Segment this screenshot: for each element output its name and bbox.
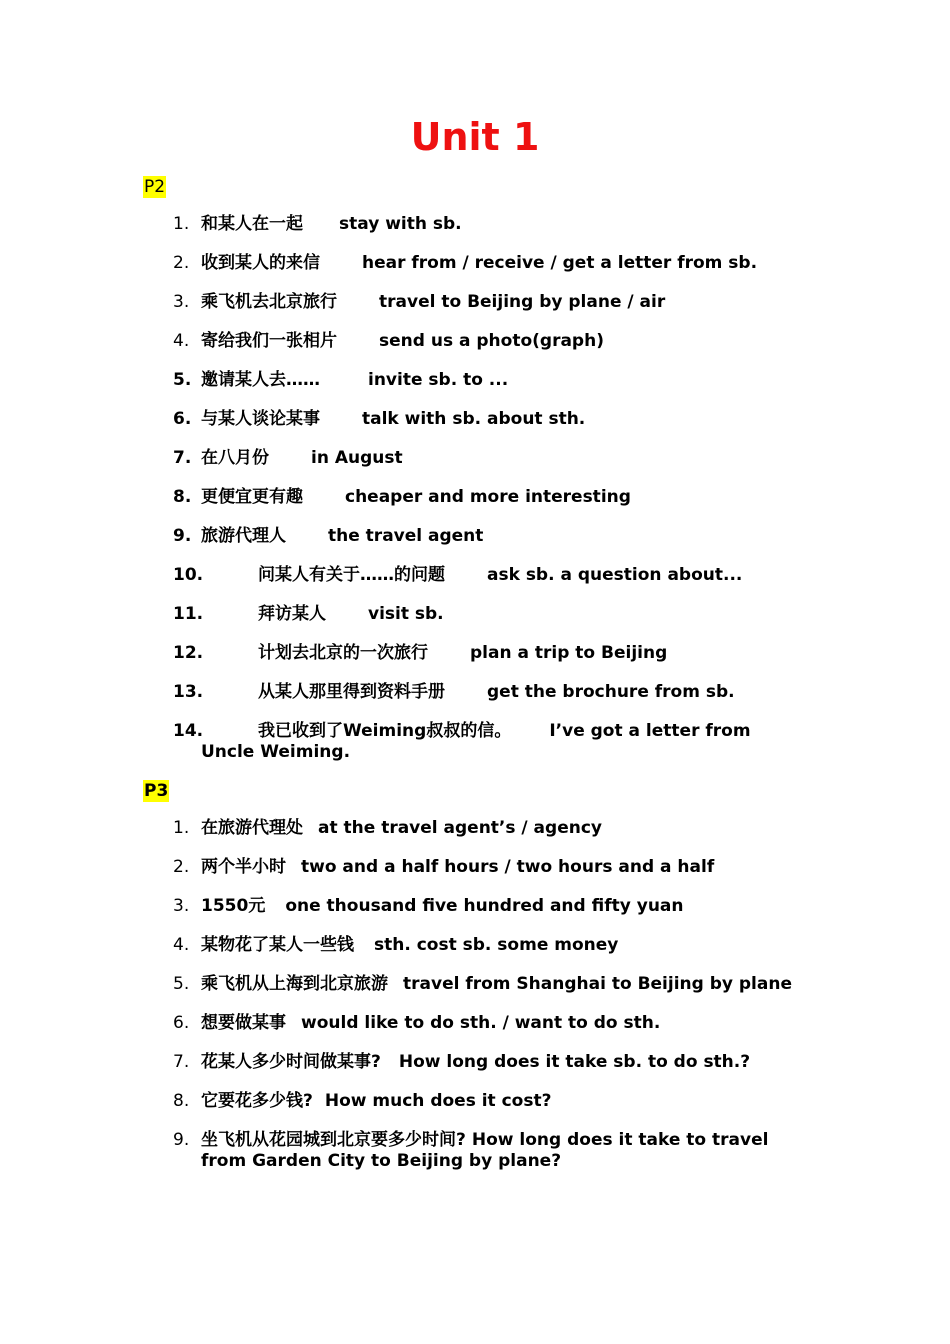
item-number: 10. <box>173 565 204 585</box>
item-chinese: 邀请某人去…… <box>201 370 320 390</box>
list-item <box>0 896 801 917</box>
item-english: talk with sb. about sth. <box>362 409 586 429</box>
list-item <box>0 487 801 508</box>
item-chinese: 乘飞机从上海到北京旅游 <box>201 974 388 994</box>
list-item <box>0 604 801 625</box>
page-title: Unit 1 <box>410 115 540 159</box>
item-number: 9. <box>173 1130 190 1150</box>
item-number: 4. <box>173 331 190 351</box>
item-english: the travel agent <box>328 526 484 546</box>
item-english: stay with sb. <box>339 214 462 234</box>
item-chinese: 与某人谈论某事 <box>201 409 320 429</box>
p2-phrase-list <box>0 214 950 781</box>
item-english: send us a photo(graph) <box>379 331 604 351</box>
item-chinese: 寄给我们一张相片 <box>201 331 337 351</box>
item-chinese: 在旅游代理处 <box>201 818 303 838</box>
item-chinese: 在八月份 <box>201 448 269 468</box>
item-chinese: 想要做某事 <box>201 1013 286 1033</box>
item-english: travel to Beijing by plane / air <box>379 292 666 312</box>
list-item <box>0 818 801 839</box>
list-item <box>0 682 801 703</box>
item-number: 8. <box>173 1091 190 1111</box>
item-english: two and a half hours / two hours and a half <box>301 857 715 877</box>
p3-phrase-list <box>0 818 950 1190</box>
item-number: 9. <box>173 526 192 546</box>
item-number: 5. <box>173 974 190 994</box>
item-number: 3. <box>173 292 190 312</box>
item-number: 8. <box>173 487 192 507</box>
item-english: in August <box>311 448 403 468</box>
item-english: plan a trip to Beijing <box>470 643 668 663</box>
list-item <box>0 409 801 430</box>
list-item <box>0 935 801 956</box>
list-item <box>0 857 801 878</box>
item-number: 5. <box>173 370 192 390</box>
list-item <box>0 721 801 763</box>
item-number: 13. <box>173 682 204 702</box>
item-english: get the brochure from sb. <box>487 682 735 702</box>
item-number: 2. <box>173 253 190 273</box>
item-english: hear from / receive / get a letter from sb. <box>362 253 758 273</box>
item-chinese: 拜访某人 <box>258 604 326 624</box>
item-english: sth. cost sb. some money <box>374 935 619 955</box>
item-english: cheaper and more interesting <box>345 487 631 507</box>
item-chinese: 旅游代理人 <box>201 526 286 546</box>
item-chinese: 和某人在一起 <box>201 214 303 234</box>
item-chinese: 更便宜更有趣 <box>201 487 303 507</box>
list-item <box>0 253 801 274</box>
item-english: would like to do sth. / want to do sth. <box>301 1013 661 1033</box>
item-number: 1. <box>173 214 190 234</box>
item-english: How long does it take sb. to do sth.? <box>398 1052 751 1072</box>
item-chinese: 某物花了某人一些钱 <box>201 935 354 955</box>
list-item <box>0 214 801 235</box>
item-number: 11. <box>173 604 204 624</box>
item-english: I’ve got a letter from Uncle Weiming. <box>201 721 751 762</box>
item-chinese: 问某人有关于……的问题 <box>258 565 445 585</box>
item-english: ask sb. a question about... <box>487 565 743 585</box>
item-chinese: 我已收到了Weiming叔叔的信。 <box>258 721 512 741</box>
item-number: 1. <box>173 818 190 838</box>
item-chinese: 它要花多少钱? <box>201 1091 313 1111</box>
item-number: 6. <box>173 409 192 429</box>
item-chinese: 两个半小时 <box>201 857 286 877</box>
item-chinese: 坐飞机从花园城到北京要多少时间? <box>201 1130 466 1150</box>
item-number: 7. <box>173 448 192 468</box>
item-chinese: 从某人那里得到资料手册 <box>258 682 445 702</box>
item-english: one thousand five hundred and fifty yuan <box>285 896 684 916</box>
list-item <box>0 370 801 391</box>
list-item <box>0 331 801 352</box>
item-english: travel from Shanghai to Beijing by plane <box>403 974 792 994</box>
item-number: 4. <box>173 935 190 955</box>
item-chinese: 计划去北京的一次旅行 <box>258 643 428 663</box>
section-label-p3: P3 <box>144 781 169 801</box>
list-item <box>0 1052 801 1073</box>
list-item <box>0 565 801 586</box>
section-label-p2: P2 <box>144 177 166 197</box>
item-english: How long does it take to travel from Garden City to Beijing by plane? <box>201 1130 769 1171</box>
item-number: 7. <box>173 1052 190 1072</box>
list-item <box>0 1013 801 1034</box>
item-english: How much does it cost? <box>324 1091 552 1111</box>
list-item <box>0 1091 801 1112</box>
list-item <box>0 643 801 664</box>
item-chinese: 收到某人的来信 <box>201 253 320 273</box>
item-english: invite sb. to ... <box>368 370 509 390</box>
list-item <box>0 526 801 547</box>
item-number: 3. <box>173 896 190 916</box>
item-number: 12. <box>173 643 204 663</box>
item-number: 6. <box>173 1013 190 1033</box>
item-number: 2. <box>173 857 190 877</box>
item-chinese: 1550元 <box>201 896 266 916</box>
list-item <box>0 974 801 995</box>
item-english: visit sb. <box>368 604 444 624</box>
item-english: at the travel agent’s / agency <box>318 818 602 838</box>
item-number: 14. <box>173 721 204 741</box>
item-chinese: 乘飞机去北京旅行 <box>201 292 337 312</box>
list-item <box>0 292 801 313</box>
item-chinese: 花某人多少时间做某事? <box>201 1052 381 1072</box>
list-item <box>0 448 801 469</box>
list-item <box>0 1130 801 1172</box>
